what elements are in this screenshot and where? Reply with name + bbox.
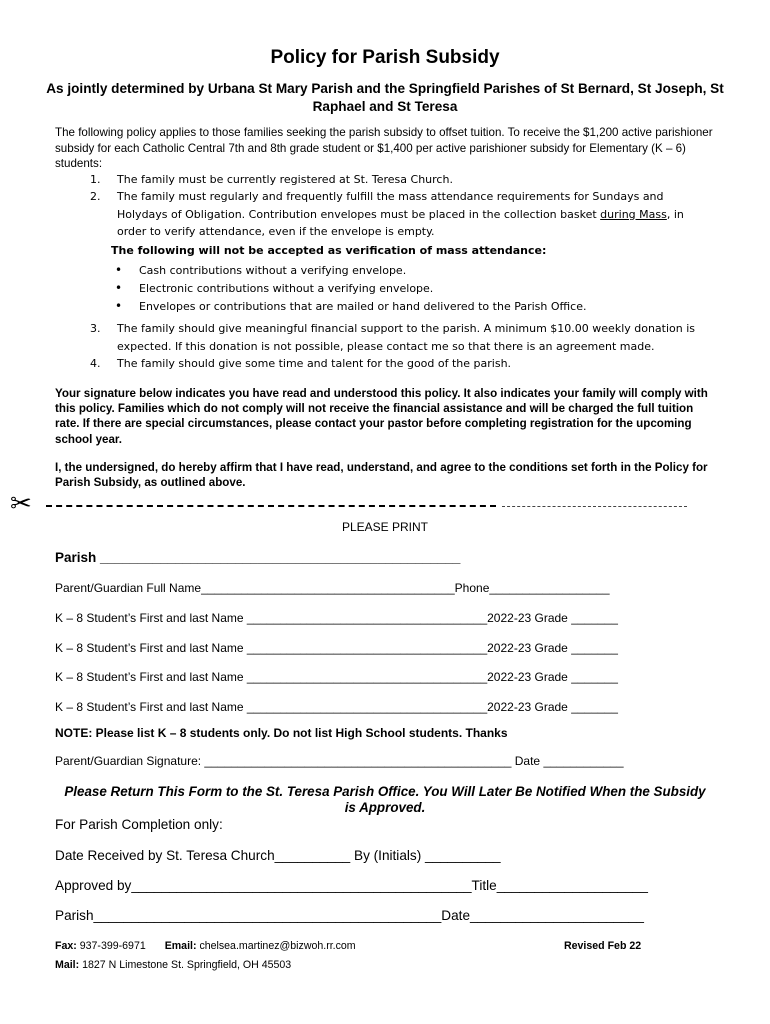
email-label: Email: — [164, 940, 197, 952]
item-text: The family should give meaningful financial support to the parish. A minimum $10.00 weekly donation is expected. If this donation is not possible, please contact me so that there is an agreement made. — [117, 322, 696, 353]
student-field-2[interactable]: K – 8 Student’s First and last Name ____________________________________2022-23 Grade _______ — [55, 641, 618, 655]
signature-paragraph: Your signature below indicates you have read and understood this policy. It also indicates your family will comply with this policy. Families which do not comply will not receive the financial assistance and will be charged the full tuition rate. If there are special circumstances, please contact your pastor before completing registration for the upcoming school year. — [55, 387, 708, 446]
page-subtitle: As jointly determined by Urbana St Mary Parish and the Springfield Parishes of St Bernard, St Joseph, St Raphael and St Teresa — [46, 81, 724, 114]
item-text: The family must be currently registered at St. Teresa Church. — [117, 173, 453, 186]
dashed-divider-light — [502, 506, 687, 507]
bullet-icon: • — [115, 281, 123, 295]
item-text — [117, 188, 707, 241]
fax-number: 937-399-6971 — [79, 940, 146, 952]
parish-date-field[interactable]: Parish______________________________________________Date_______________________ — [55, 908, 644, 923]
not-accepted-heading: The following will not be accepted as verification of mass attendance: — [111, 244, 547, 257]
student-field-1[interactable]: K – 8 Student’s First and last Name ____________________________________2022-23 Grade _______ — [55, 611, 618, 625]
please-print-label: PLEASE PRINT — [341, 520, 429, 534]
revised-label: Revised Feb 22 — [564, 940, 642, 952]
student-field-3[interactable]: K – 8 Student’s First and last Name ____________________________________2022-23 Grade _______ — [55, 670, 618, 684]
item-number: 4. — [90, 357, 101, 370]
student-field-4[interactable]: K – 8 Student’s First and last Name ____________________________________2022-23 Grade _______ — [55, 700, 618, 714]
revised-note — [564, 940, 641, 952]
students-note: NOTE: Please list K – 8 students only. Do not list High School students. Thanks — [55, 726, 508, 740]
bullet-text: Electronic contributions without a verifying envelope. — [139, 282, 434, 295]
dashed-divider — [46, 505, 496, 507]
mail-label: Mail: — [55, 959, 80, 971]
footer-contact — [55, 940, 356, 952]
signature-date-field[interactable]: Parent/Guardian Signature: ______________________________________________ Date ____________ — [55, 754, 624, 768]
item-text-part: The family must regularly and frequently fulfill the mass attendance requirements for Sundays and Holydays of Obligation. Contribution envelopes must be placed in the collection basket — [117, 190, 664, 221]
intro-paragraph: The following policy applies to those families seeking the parish subsidy to offset tuition. To receive the $1,200 active parishioner subsidy for each Catholic Central 7th and 8th grade student or $1,400 per active parishioner subsidy for Elementary (K – 6) students: — [55, 126, 713, 170]
office-use-heading: For Parish Completion only: — [55, 817, 223, 832]
item-text: The family should give some time and talent for the good of the parish. — [117, 357, 512, 370]
date-received-field[interactable]: Date Received by St. Teresa Church__________ By (Initials) __________ — [55, 848, 501, 863]
affirm-paragraph: I, the undersigned, do hereby affirm that I have read, understand, and agree to the conditions set forth in the Policy for Parish Subsidy, as outlined above. — [55, 461, 708, 490]
scissors-icon: ✂ — [10, 488, 32, 518]
item-number: 1. — [90, 173, 101, 186]
bullet-text: Envelopes or contributions that are mailed or hand delivered to the Parish Office. — [139, 300, 587, 313]
mail-address: 1827 N Limestone St. Springfield, OH 45503 — [82, 959, 292, 971]
bullet-icon: • — [115, 299, 123, 313]
footer-mail — [55, 959, 291, 971]
page-title: Policy for Parish Subsidy — [270, 47, 500, 68]
parent-name-phone-field[interactable]: Parent/Guardian Full Name______________________________________Phone__________________ — [55, 581, 610, 595]
approved-by-field[interactable]: Approved by_____________________________________________Title____________________ — [55, 878, 648, 893]
email-address: chelsea.martinez@bizwoh.rr.com — [199, 940, 356, 952]
item-text-underlined: during Mass — [600, 207, 667, 221]
fax-label: Fax: — [55, 940, 77, 952]
return-instructions: Please Return This Form to the St. Teresa Parish Office. You Will Later Be Notified When the Subsidy is Approved. — [64, 784, 706, 815]
item-number: 3. — [90, 322, 101, 335]
item-number: 2. — [90, 190, 101, 203]
parish-field[interactable]: Parish ________________________________________________ — [55, 550, 461, 565]
bullet-icon: • — [115, 263, 123, 277]
item-text-part: , in order to verify attendance, even if the envelope is empty. — [117, 207, 684, 238]
cut-line — [10, 488, 690, 518]
bullet-text: Cash contributions without a verifying envelope. — [139, 264, 407, 277]
